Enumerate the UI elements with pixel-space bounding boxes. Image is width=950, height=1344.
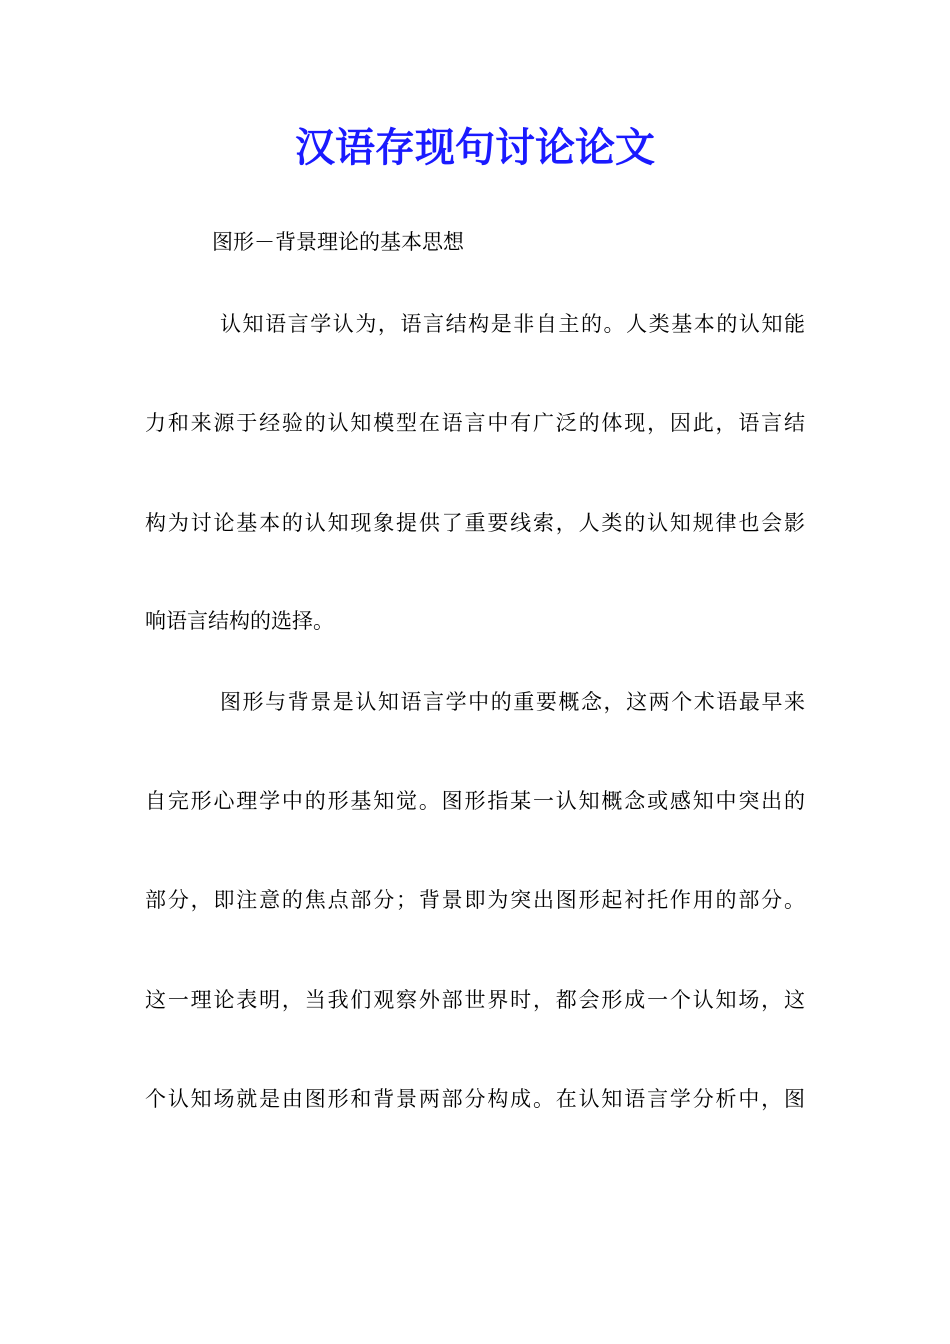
paragraph-line: 图形与背景是认知语言学中的重要概念，这两个术语最早来 <box>220 690 805 714</box>
paragraph-line: 自完形心理学中的形基知觉。图形指某一认知概念或感知中突出的 <box>145 789 805 813</box>
paragraph-line: 这一理论表明，当我们观察外部世界时，都会形成一个认知场，这 <box>145 988 805 1012</box>
paragraph-line: 部分，即注意的焦点部分；背景即为突出图形起衬托作用的部分。 <box>145 888 805 912</box>
paragraph-line: 个认知场就是由图形和背景两部分构成。在认知语言学分析中，图 <box>145 1087 805 1111</box>
document-title: 汉语存现句讨论论文 <box>295 124 655 171</box>
paragraph-line: 力和来源于经验的认知模型在语言中有广泛的体现，因此，语言结 <box>145 411 805 435</box>
paragraph-line: 构为讨论基本的认知现象提供了重要线索，人类的认知规律也会影 <box>145 511 805 535</box>
paragraph-line: 响语言结构的选择。 <box>145 609 334 633</box>
paragraph-line: 认知语言学认为，语言结构是非自主的。人类基本的认知能 <box>220 312 805 336</box>
section-heading: 图形－背景理论的基本思想 <box>212 230 464 254</box>
